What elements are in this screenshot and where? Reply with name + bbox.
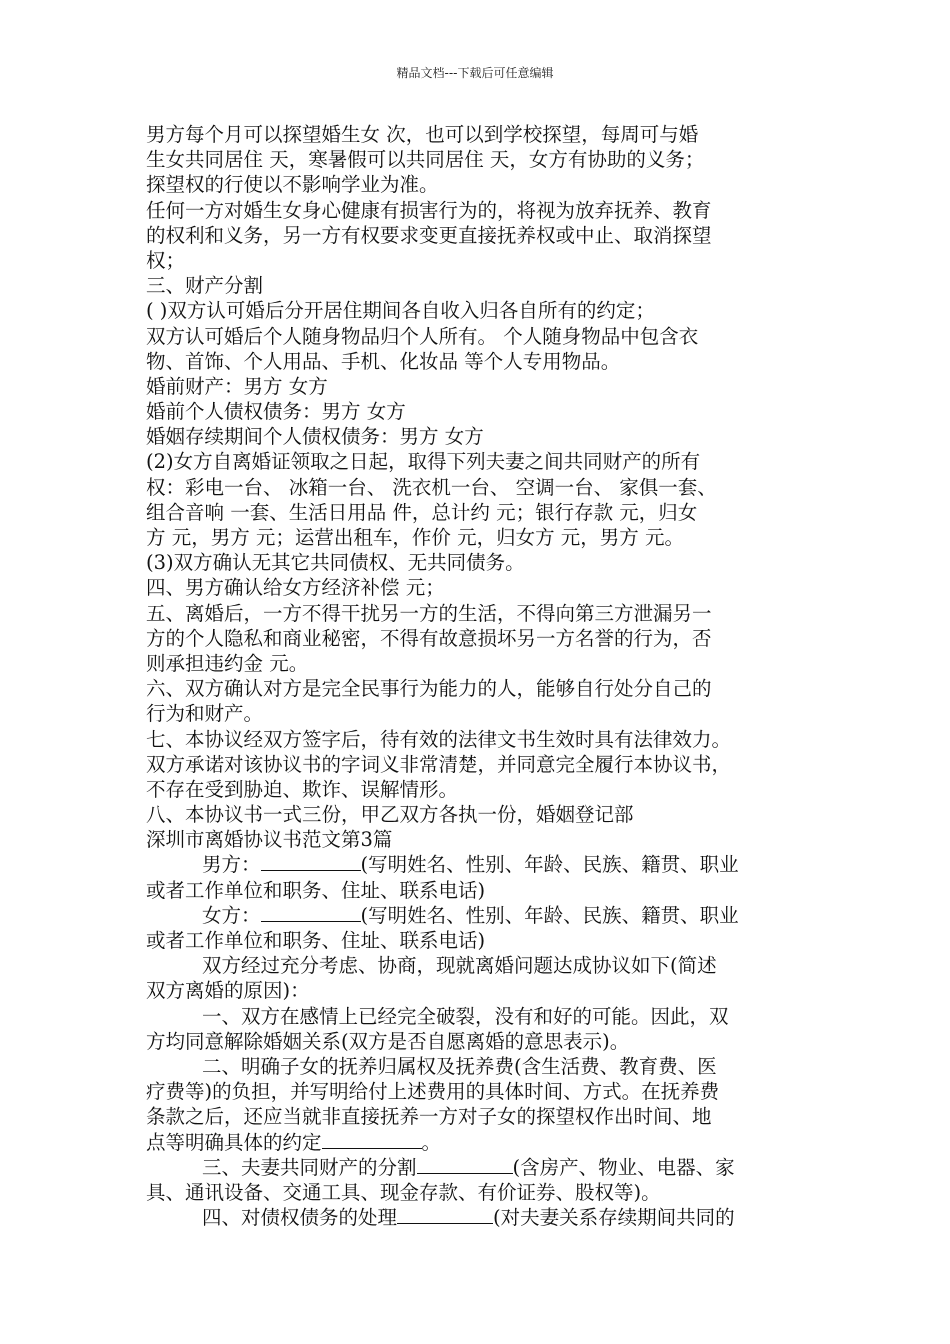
text-line: 探望权的行使以不影响学业为准。 bbox=[146, 173, 439, 197]
female-party-line bbox=[146, 903, 826, 928]
page-header: 精品文档---下载后可任意编辑 bbox=[396, 66, 554, 80]
text-line: 男方每个月可以探望婚生女 次，也可以到学校探望，每周可与婚 bbox=[146, 123, 699, 146]
text-line: 婚前个人债权债务：男方 女方 bbox=[146, 400, 406, 424]
text-line: 具、通讯设备、交通工具、现金存款、有价证券、股权等)。 bbox=[146, 1180, 661, 1204]
text-line: 的权利和义务，另一方有权要求变更直接抚养权或中止、取消探望 bbox=[146, 223, 712, 247]
text-line: 双方离婚的原因)： bbox=[146, 979, 310, 1003]
text-line: 权； bbox=[146, 248, 186, 272]
male-party-line bbox=[146, 852, 826, 877]
document-title: 深圳市离婚协议书范文第3篇 bbox=[146, 828, 393, 852]
text-line: 婚前财产：男方 女方 bbox=[146, 374, 328, 398]
text-line: 四、男方确认给女方经济补偿 元； bbox=[146, 576, 445, 600]
document-body bbox=[146, 122, 826, 1230]
period: 。 bbox=[421, 1130, 442, 1154]
section-heading: 三、财产分割 bbox=[146, 274, 264, 298]
clause-2-end-text: 点等明确具体的约定 bbox=[146, 1130, 322, 1154]
text-line: 八、本协议书一式三份，甲乙双方各执一份，婚姻登记部 bbox=[146, 803, 634, 827]
clause-3-tail: (含房产、物业、电器、家 bbox=[512, 1155, 735, 1179]
text-line: 任何一方对婚生女身心健康有损害行为的，将视为放弃抚养、教育 bbox=[146, 198, 712, 222]
clause-4-tail: (对夫妻关系存续期间共同的 bbox=[493, 1206, 735, 1230]
intro-text: 双方经过充分考虑、协商，现就离婚问题达成协议如下(简述 bbox=[202, 954, 717, 978]
text-line: 双方认可婚后个人随身物品归个人所有。 个人随身物品中包含衣 bbox=[146, 324, 699, 348]
text-line: ( )双方认可婚后分开居住期间各自收入归各自所有的约定； bbox=[146, 299, 655, 323]
text-line: 行为和财产。 bbox=[146, 702, 264, 726]
clause-4-text: 四、对债权债务的处理 bbox=[202, 1206, 398, 1230]
text-line: 物、首饰、个人用品、手机、化妆品 等个人专用物品。 bbox=[146, 349, 621, 373]
text-line: 方的个人隐私和商业秘密，不得有故意损坏另一方名誉的行为，否 bbox=[146, 626, 712, 650]
text-line: 不存在受到胁迫、欺诈、误解情形。 bbox=[146, 777, 459, 801]
female-blank bbox=[261, 903, 361, 922]
female-instruction: (写明姓名、性别、年龄、民族、籍贯、职业 bbox=[360, 903, 739, 927]
text-line: 权：彩电一台、 冰箱一台、 洗衣机一台、 空调一台、 家俱一套、 bbox=[146, 475, 717, 499]
text-line: 生女共同居住 天，寒暑假可以共同居住 天，女方有协助的义务； bbox=[146, 148, 705, 172]
text-line: 或者工作单位和职务、住址、联系电话) bbox=[146, 929, 486, 952]
text-line: 双方承诺对该协议书的字词义非常清楚，并同意完全履行本协议书， bbox=[146, 752, 732, 776]
text-line: 五、离婚后，一方不得干扰另一方的生活，不得向第三方泄漏另一 bbox=[146, 601, 712, 625]
clause-3-line bbox=[146, 1155, 826, 1180]
clause-1-line bbox=[146, 1004, 826, 1029]
clause-2-line bbox=[146, 1054, 826, 1079]
text-line: (2)女方自离婚证领取之日起，取得下列夫妻之间共同财产的所有 bbox=[146, 450, 701, 474]
text-line: 条款之后，还应当就非直接抚养一方对子女的探望权作出时间、地 bbox=[146, 1105, 712, 1129]
clause-2-blank bbox=[322, 1130, 422, 1149]
text-line: 六、双方确认对方是完全民事行为能力的人，能够自行处分自己的 bbox=[146, 677, 712, 701]
female-label: 女方： bbox=[202, 903, 261, 927]
text-line: 方均同意解除婚姻关系(双方是否自愿离婚的意思表示)。 bbox=[146, 1029, 630, 1053]
clause-3-blank bbox=[417, 1155, 513, 1174]
clause-1-text: 一、双方在感情上已经完全破裂，没有和好的可能。因此，双 bbox=[202, 1004, 729, 1028]
text-line: (3)双方确认无其它共同债权、无共同债务。 bbox=[146, 551, 525, 575]
text-line: 方 元，男方 元；运营出租车，作价 元，归女方 元，男方 元。 bbox=[146, 526, 684, 549]
clause-2-text: 二、明确子女的抚养归属权及抚养费(含生活费、教育费、医 bbox=[202, 1054, 717, 1078]
text-line: 或者工作单位和职务、住址、联系电话) bbox=[146, 878, 486, 902]
male-label: 男方： bbox=[202, 853, 261, 877]
male-instruction: (写明姓名、性别、年龄、民族、籍贯、职业 bbox=[360, 853, 739, 877]
text-line: 疗费等)的负担，并写明给付上述费用的具体时间、方式。在抚养费 bbox=[146, 1080, 720, 1104]
text-line: 组合音响 一套、生活日用品 件，总计约 元；银行存款 元，归女 bbox=[146, 500, 698, 524]
text-line: 婚姻存续期间个人债权债务：男方 女方 bbox=[146, 425, 484, 449]
text-line: 则承担违约金 元。 bbox=[146, 651, 309, 675]
intro-line bbox=[146, 953, 826, 978]
male-blank bbox=[261, 852, 361, 871]
clause-4-blank bbox=[397, 1205, 493, 1224]
clause-4-line bbox=[146, 1205, 826, 1230]
text-line: 七、本协议经双方签字后，待有效的法律文书生效时具有法律效力。 bbox=[146, 727, 732, 751]
clause-3-text: 三、夫妻共同财产的分割 bbox=[202, 1155, 417, 1179]
clause-2-end-line bbox=[146, 1130, 826, 1155]
